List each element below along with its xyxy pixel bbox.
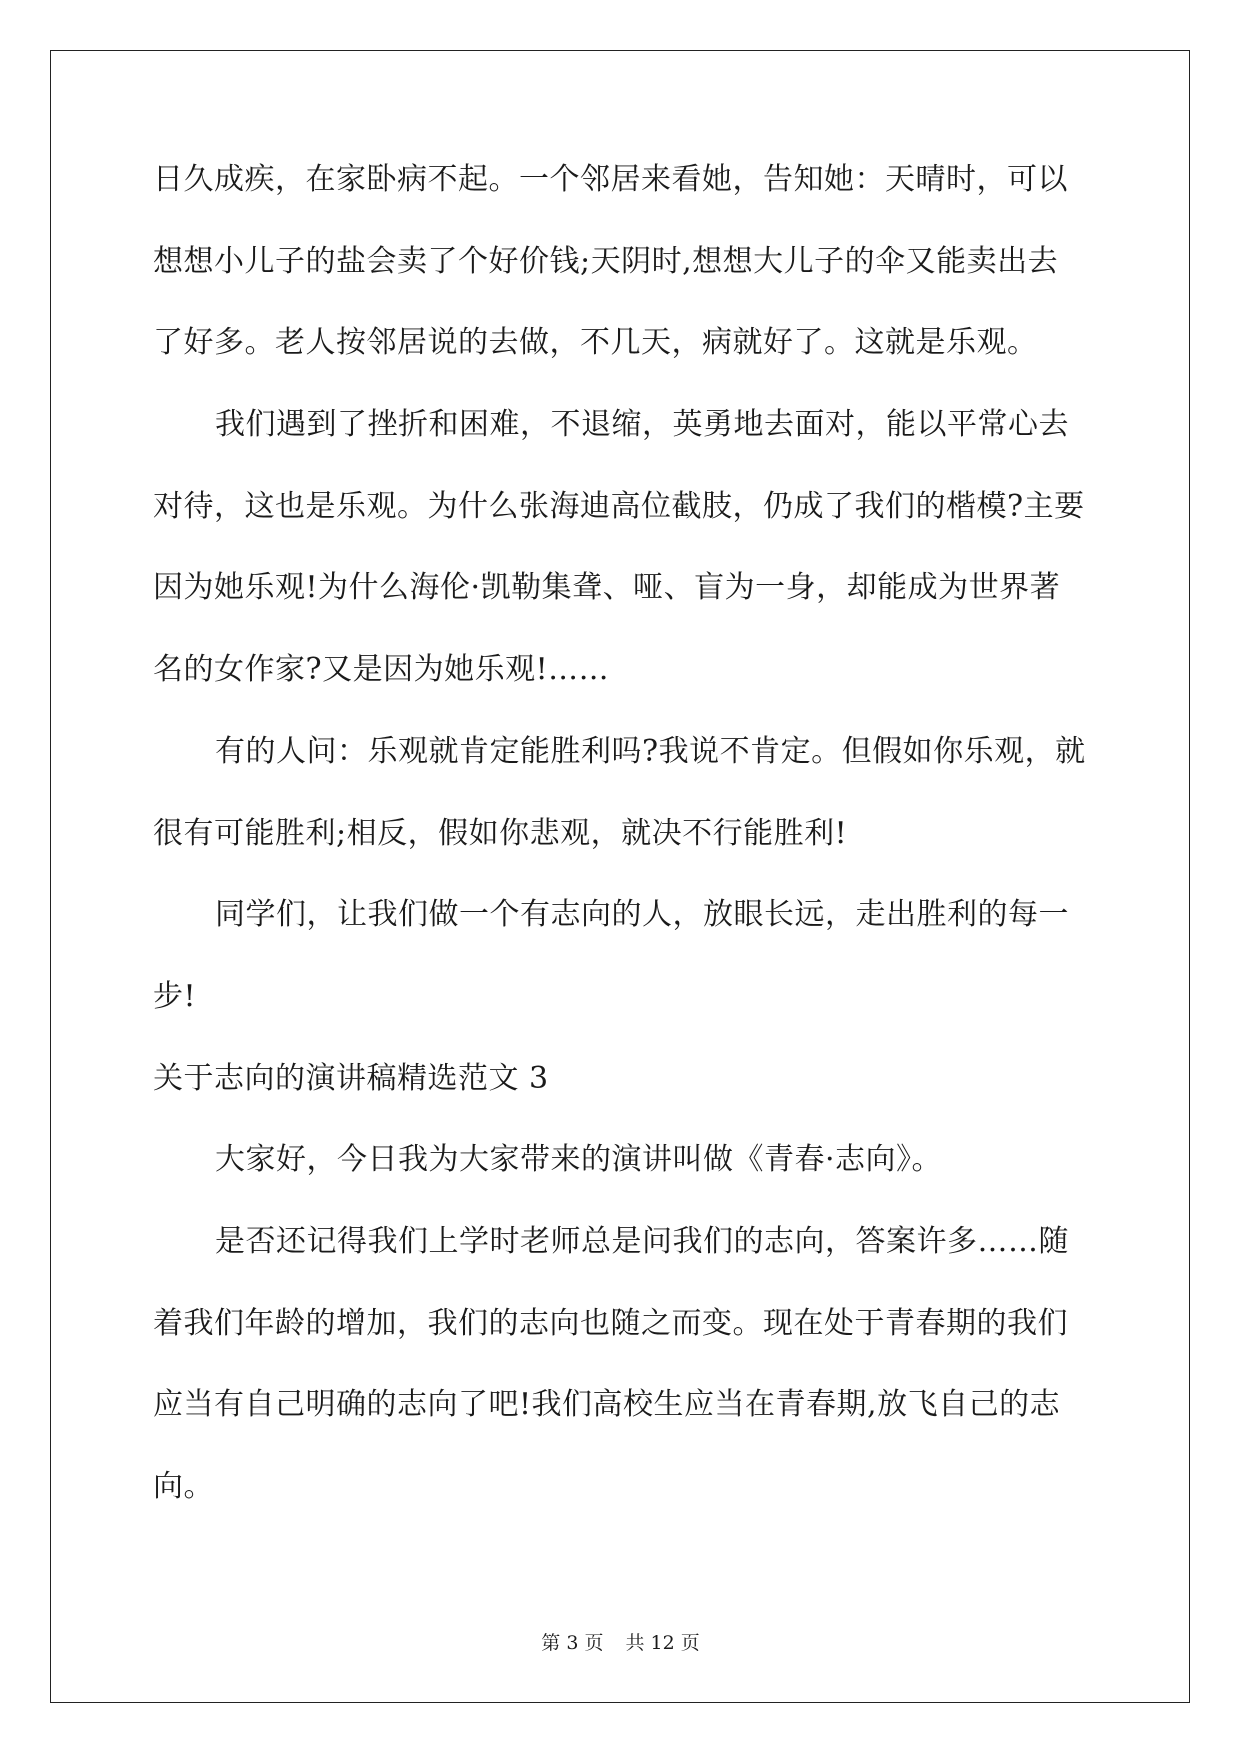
- paragraph: [153, 889, 1088, 1052]
- page-footer: [0, 1628, 1241, 1655]
- paragraph: [153, 726, 1088, 889]
- text-line: 因为她乐观!为什么海伦·凯勒集聋、哑、盲为一身，却能成为世界著: [153, 570, 1061, 606]
- paragraph: [153, 1134, 1088, 1216]
- paragraph: [153, 399, 1088, 726]
- text-line: 有的人问：乐观就肯定能胜利吗?我说不肯定。但假如你乐观，就: [215, 733, 1086, 769]
- text-line: 对待，这也是乐观。为什么张海迪高位截肢，仍成了我们的楷模?主要: [153, 488, 1085, 524]
- text-line: 想想小儿子的盐会卖了个好价钱;天阴时,想想大儿子的伞又能卖出去: [153, 243, 1059, 279]
- page-total: 共 12 页: [625, 1632, 700, 1654]
- text-line: 我们遇到了挫折和困难，不退缩，英勇地去面对，能以平常心去: [215, 407, 1069, 443]
- text-line: 向。: [153, 1469, 214, 1504]
- section-heading: 关于志向的演讲稿精选范文 3: [153, 1060, 549, 1096]
- document-body: [153, 154, 1088, 1543]
- text-line: 名的女作家?又是因为她乐观!……: [153, 652, 610, 688]
- text-line: 大家好，今日我为大家带来的演讲叫做《青春·志向》。: [215, 1142, 943, 1178]
- text-line: 是否还记得我们上学时老师总是问我们的志向，答案许多……随: [215, 1223, 1069, 1259]
- text-line: 很有可能胜利;相反，假如你悲观，就决不行能胜利!: [153, 815, 848, 851]
- text-line: 着我们年龄的增加，我们的志向也随之而变。现在处于青春期的我们: [153, 1305, 1068, 1341]
- text-line: 同学们，让我们做一个有志向的人，放眼长远，走出胜利的每一: [215, 897, 1069, 933]
- text-line: 应当有自己明确的志向了吧!我们高校生应当在青春期,放飞自己的志: [153, 1387, 1061, 1423]
- text-line: 了好多。老人按邻居说的去做，不几天，病就好了。这就是乐观。: [153, 325, 1038, 361]
- page-number: 第 3 页: [541, 1632, 604, 1654]
- paragraph: [153, 1216, 1088, 1543]
- text-line: 步!: [153, 978, 197, 1014]
- text-line: 日久成疾，在家卧病不起。一个邻居来看她，告知她：天晴时，可以: [153, 162, 1068, 197]
- paragraph: [153, 154, 1088, 399]
